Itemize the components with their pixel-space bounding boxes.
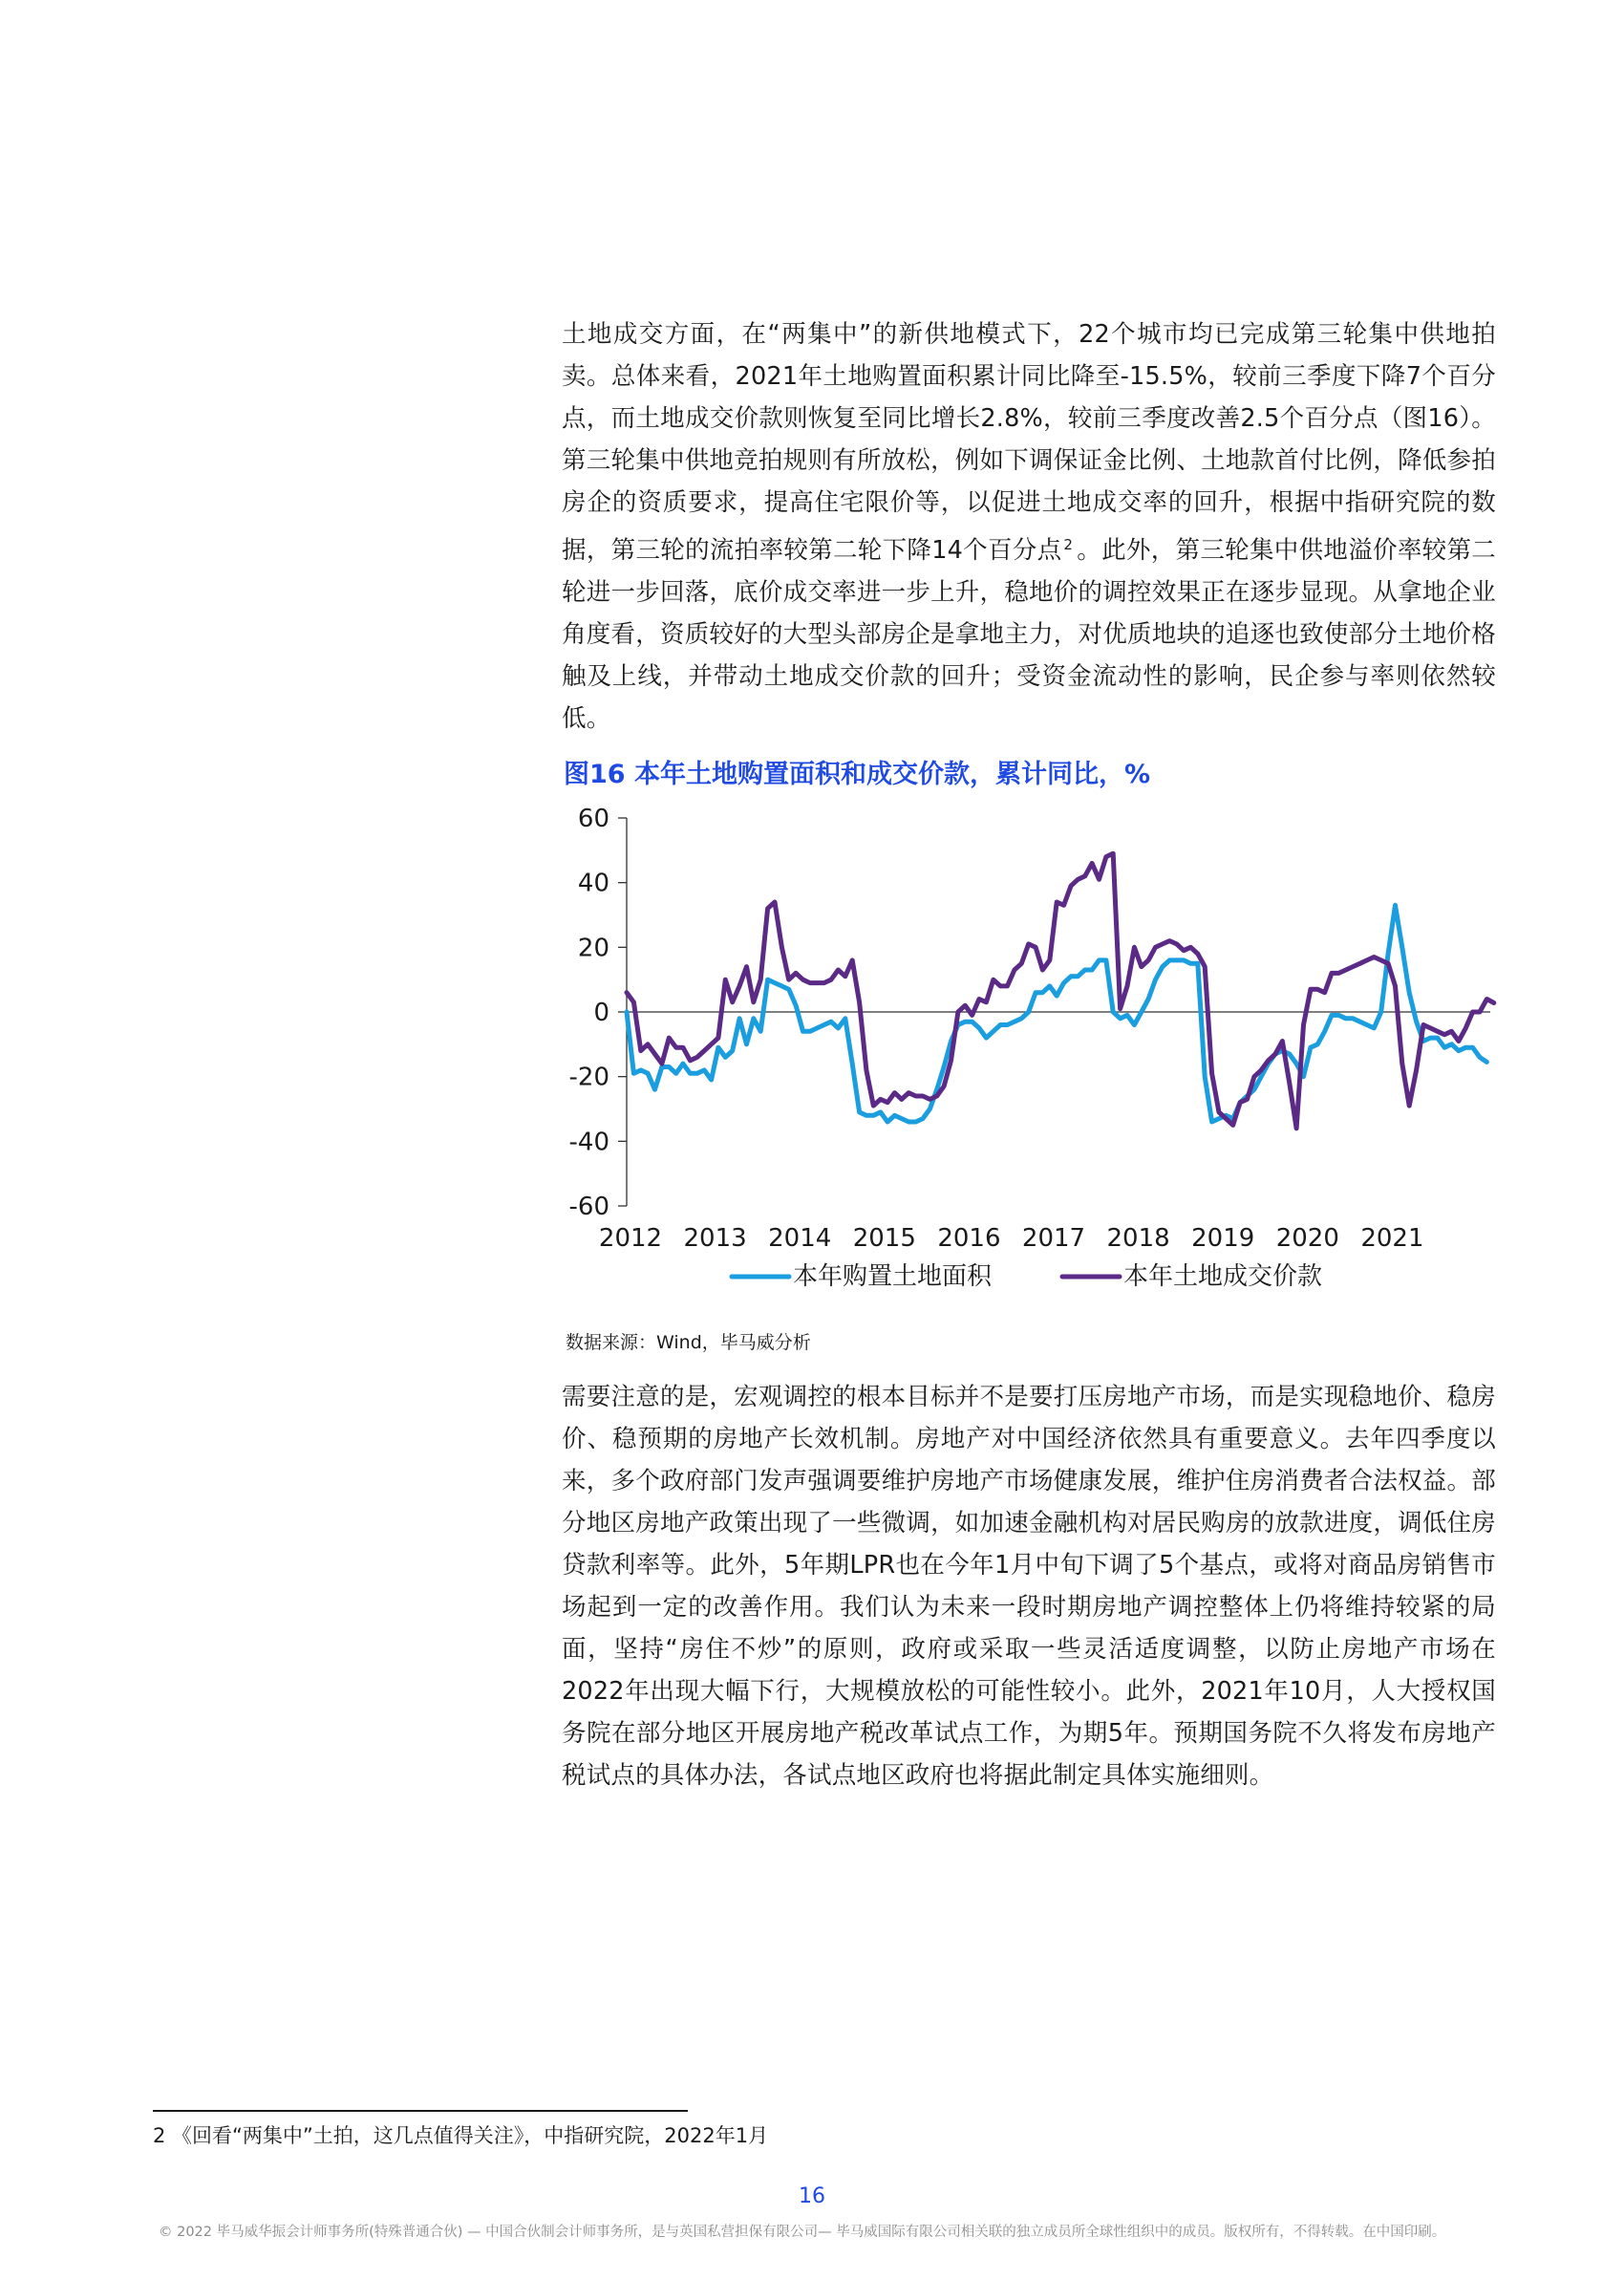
x-tick-label: 2012 [598, 1224, 663, 1253]
footnote-divider [153, 2110, 688, 2112]
series-line-area [627, 905, 1486, 1122]
y-tick-label: 0 [593, 999, 609, 1027]
y-tick-label: -40 [568, 1128, 609, 1157]
para1-text-end: 。此外，第三轮集中供地溢价率较第二轮进一步回落，底价成交率进一步上升，稳地价的调控效果正在逐步显现。从拿地企业角度看，资质较好的大型头部房企是拿地主力，对优质地块的追逐也致使部分土地价格触及上线，并带动土地成交价款的回升；受资金流动性的影响，民企参与率则依然较低。 [562, 536, 1496, 733]
line-chart [535, 785, 1509, 1323]
footnote-ref[interactable]: 2 [1063, 536, 1074, 553]
legend-label: 本年土地成交价款 [1123, 1262, 1323, 1291]
x-tick-label: 2014 [768, 1224, 832, 1253]
series-layer [627, 853, 1494, 1129]
copyright-notice: © 2022 毕马威华振会计师事务所(特殊普通合伙) — 中国合伙制会计师事务所，是与英国私营担保有限公司— 毕马威国际有限公司相关联的独立成员所全球性组织中的成员。版权所有，不得转载。在中国印刷。 [159, 2225, 1446, 2240]
figure-title: 图16 本年土地购置面积和成交价款，累计同比，% [564, 760, 1151, 789]
x-tick-label: 2021 [1360, 1224, 1424, 1253]
x-tick-label: 2019 [1191, 1224, 1255, 1253]
para1-text-start: 土地成交方面，在“两集中”的新供地模式下，22个城市均已完成第三轮集中供地拍卖。总体来看，2021年土地购置面积累计同比降至-15.5%，较前三季度下降7个百分点，而土地成交价款则恢复至同比增长2.8%，较前三季度改善2.5个百分点（图16）。第三轮集中供地竞拍规则有所放松，例如下调保证金比例、土地款首付比例，降低参拍房企的资质要求，提高住宅限价等，以促进土地成交率的回升，根据中指研究院的数据，第三轮的流拍率较第二轮下降14个百分点 [562, 320, 1496, 565]
chart-legend [732, 1262, 1322, 1291]
legend-label: 本年购置土地面积 [793, 1262, 993, 1291]
y-tick-label: -20 [568, 1063, 609, 1092]
x-tick-label: 2016 [937, 1224, 1001, 1253]
x-tick-label: 2020 [1275, 1224, 1339, 1253]
page-number: 16 [799, 2184, 825, 2208]
y-tick-label: 20 [577, 934, 609, 963]
figure-source: 数据来源：Wind，毕马威分析 [566, 1332, 811, 1353]
body-paragraph-land-transactions [562, 313, 1496, 740]
y-tick-label: 40 [577, 869, 609, 898]
x-tick-label: 2017 [1021, 1224, 1086, 1253]
y-tick-label: 60 [577, 805, 609, 833]
y-axis [569, 805, 627, 1221]
x-tick-label: 2015 [852, 1224, 916, 1253]
x-tick-label: 2013 [683, 1224, 747, 1253]
footnote: 2 《回看“两集中”土拍，这几点值得关注》，中指研究院，2022年1月 [153, 2124, 769, 2147]
body-paragraph-macro-control: 需要注意的是，宏观调控的根本目标并不是要打压房地产市场，而是实现稳地价、稳房价、稳预期的房地产长效机制。房地产对中国经济依然具有重要意义。去年四季度以来，多个政府部门发声强调要维护房地产市场健康发展，维护住房消费者合法权益。部分地区房地产政策出现了一些微调，如加速金融机构对居民购房的放款进度，调低住房贷款利率等。此外，5年期LPR也在今年1月中旬下调了5个基点，或将对商品房销售市场起到一定的改善作用。我们认为未来一段时期房地产调控整体上仍将维持较紧的局面，坚持“房住不炒”的原则，政府或采取一些灵活适度调整，以防止房地产市场在2022年出现大幅下行，大规模放松的可能性较小。此外，2021年10月，人大授权国务院在部分地区开展房地产税改革试点工作，为期5年。预期国务院不久将发布房地产税试点的具体办法，各试点地区政府也将据此制定具体实施细则。 [562, 1383, 1496, 1790]
y-tick-label: -60 [568, 1193, 609, 1221]
x-tick-label: 2018 [1106, 1224, 1170, 1253]
